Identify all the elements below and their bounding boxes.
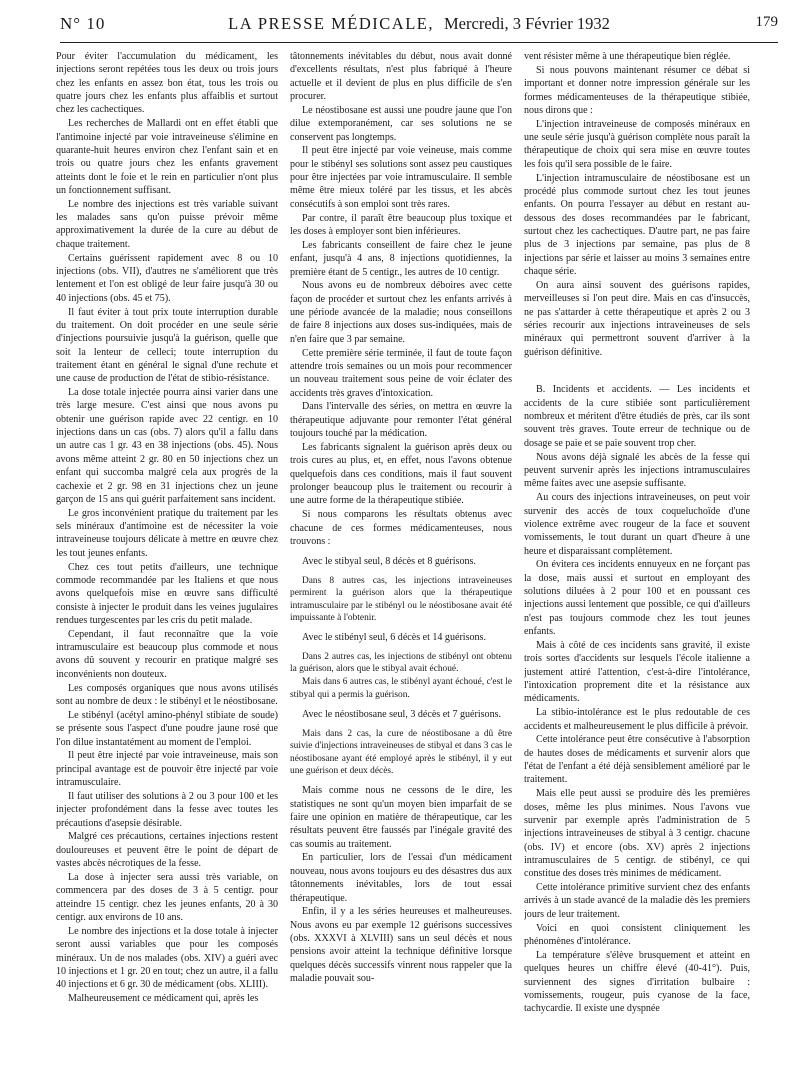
paragraph: Dans 8 autres cas, les injections intraveineuses permirent la guérison alors que la thérapeutique intramusculaire par le stibényl ou le néostibosane avait été impuissante à l'obtenir.: [290, 575, 512, 624]
paragraph: La température s'élève brusquement et atteint en quelques heures un chiffre élevé (40-41°). Puis, surviennent des signes d'irritation bulbaire : vomissements, rougeur, puis cyanose de la face, tachycardie. Il existe une dyspnée: [524, 949, 750, 1015]
paragraph: Cette intolérance peut être consécutive à l'absorption de hautes doses de médicaments et survenir alors que l'état de l'enfant a été déjà sensiblement amélioré par le traitement.: [524, 734, 750, 786]
paragraph: Il faut utiliser des solutions à 2 ou 3 pour 100 et les injecter profondément dans la fesse avec toutes les précautions d'asepsie désirable.: [56, 790, 278, 829]
paragraph: Le nombre des injections est très variable suivant les malades sans qu'on puisse prévoir même approximativement la durée de la cure au début de chaque traitement.: [56, 198, 278, 250]
paragraph: Chez ces tout petits d'ailleurs, une technique commode recommandée par les Italiens et que nous avons quelquefois mise en œuvre sans difficulté consiste à injecter le produit dans les veines jugulaires rendues turgescentes par les cris du petit malade.: [56, 561, 278, 626]
paragraph: Les fabricants conseillent de faire chez le jeune enfant, jusqu'à 4 ans, 8 injections quotidiennes, la première étant de 5 centigr., les autres de 10 centigr.: [290, 239, 512, 278]
paragraph: Enfin, il y a les séries heureuses et malheureuses. Nous avons eu par exemple 12 guérisons successives (obs. XXXVI à XLVIII) sans un seul décès et nous pensions avoir atteint la technique définitive lorsque quelques décès successifs vinrent nous rappeler que la maladie pouvait sou-: [290, 906, 512, 985]
paragraph: Mais dans 6 autres cas, le stibényl ayant échoué, c'est le stibyal qui a permis la guérison.: [290, 677, 512, 700]
paragraph: Les fabricants signalent la guérison après deux ou trois cures au plus, et, en effet, nous l'avons obtenue quelquefois dans ces conditions, mais il faut souvent prolonger beaucoup plus le traitement ou recourir à une autre forme de la thérapeutique stibiée.: [290, 441, 512, 507]
paragraph: Par contre, il paraît être beaucoup plus toxique et les doses à employer sont bien inférieures.: [290, 212, 512, 237]
paragraph: Le nombre des injections et la dose totale à injecter seront aussi variables que pour les composés minéraux. Un de nos malades (obs. XIV) a guéri avec 10 injections et 1 gr. 20 en tout; chez un autre, il a fallu 40 injections et 6 gr. 30 de médicament (obs. XLIII).: [56, 925, 278, 991]
text-column-3: [524, 50, 750, 1068]
paragraph: Cette première série terminée, il faut de toute façon attendre trois semaines ou un mois pour recommencer un nouveau traitement sous peine de voir éclater des accidents très graves d'intoxication.: [290, 347, 512, 399]
journal-title: LA PRESSE MÉDICALE,: [228, 14, 435, 33]
result-line: Avec le stibyal seul, 8 décès et 8 guérisons.: [302, 555, 476, 567]
paragraph: Cette intolérance primitive survient chez des enfants arrivés à un stade avancé de la maladie dès les premiers jours de leur traitement.: [524, 882, 750, 920]
paragraph: Il peut être injecté par voie intraveineuse, mais son principal avantage est de pouvoir être injecté par voie intramusculaire.: [56, 750, 278, 789]
result-line: Avec le néostibosane seul, 3 décès et 7 guérisons.: [302, 708, 502, 720]
result-line: Avec le stibényl seul, 6 décès et 14 guérisons.: [302, 632, 486, 644]
paragraph: En particulier, lors de l'essai d'un médicament nouveau, nous avons toujours eu des désastres dus aux tâtonnements inévitables, lors de tout essai thérapeutique.: [290, 852, 512, 904]
journal-masthead: [60, 14, 778, 34]
paragraph: Au cours des injections intraveineuses, on peut voir survenir des accès de toux coqueluchoïde d'une violence extrême avec rougeur de la face et souvent vomissements, le tout durant un quart d'heure à une heure et disparaissant complètement.: [524, 492, 750, 557]
paragraph: La dose à injecter sera aussi très variable, on commencera par des doses de 3 à 5 centigr. pour atteindre 15 centigr. chez les jeunes enfants, 20 à 30 centigr. aux environs de 10 ans.: [56, 871, 278, 923]
header-rule: [60, 42, 778, 43]
paragraph: Dans l'intervalle des séries, on mettra en œuvre la thérapeutique adjuvante pour remonter l'état général toujours touché par la médication.: [290, 401, 512, 440]
paragraph: Si nous comparons les résultats obtenus avec chacune de ces formes médicamenteuses, nous trouvons :: [290, 509, 512, 547]
paragraph: Le gros inconvénient pratique du traitement par les sels minéraux d'antimoine est de nécessiter la voie intraveineuse toujours délicate à mettre en œuvre chez les tout jeunes enfants.: [56, 507, 278, 559]
paragraph: Le stibényl (acétyl amino-phényl stibiate de soude) se présente sous l'aspect d'une poudre jaune rosé que l'on dilue instantatément au moment de l'emploi.: [56, 709, 278, 748]
paragraph: Dans 2 autres cas, les injections de stibényl ont obtenu la guérison, alors que le stibyal avait échoué.: [290, 651, 512, 675]
paragraph: Mais elle peut aussi se produire dès les premières doses, même les plus minimes. Nous l'avons vue survenir par exemple après l'administration de 5 injections intraveineuses de stibyal à 3 centigr. chacune (obs. IV) et encore (obs. XV) après 2 injections intramusculaires de 5 centigr. de stibényl, ce qui constitue des doses très minimes de médicament.: [524, 788, 750, 880]
paragraph: On évitera ces incidents ennuyeux en ne forçant pas la dose, mais aussi et surtout en employant des solutions diluées à 2 pour 100 et en poussant ces injections aussi lentement que possible, ce qui d'ailleurs n'est pas toujours commode chez les tout jeunes enfants.: [524, 559, 750, 638]
paragraph: Il faut éviter à tout prix toute interruption durable du traitement. On doit procéder en une seule série d'injections poursuivie jusqu'à la guérison, quelle que soit la lenteur de celleci; toute interruption du traitement étant en général le signal d'une rechute et une cause de production de l'état de stibio-résistance.: [56, 306, 278, 385]
page-number: 179: [755, 14, 778, 30]
paragraph: Il peut être injecté par voie veineuse, mais comme pour le stibényl ses solutions sont assez peu caustiques pour être injectées par voie intramusculaire. Il semble même être mieux toléré par les tissus, et les abcès consécutifs à son emploi sont très rares.: [290, 145, 512, 210]
paragraph: On aura ainsi souvent des guérisons rapides, merveilleuses si l'on peut dire. Mais en cas d'insuccès, ne pas s'attarder à cette thérapeutique et après 2 ou 3 séries recourir aux injections intraveineuses de sels minéraux qui permettront souvent d'arriver à la guérison définitive.: [524, 279, 750, 358]
paragraph: Les composés organiques que nous avons utilisés sont au nombre de deux : le stibényl et le néostibosane.: [56, 682, 278, 707]
paragraph: La stibio-intolérance est le plus redoutable de ces accidents et malheureusement le plus difficile à prévoir.: [524, 707, 750, 732]
section-paragraph: B. Incidents et accidents. — Les incidents et accidents de la cure stibiée sont particulièrement nombreux et méritent d'être étudiés de près, car ils sont souvent très graves. Toute erreur de technique ou de dosage se paie et se paie souvent trop cher.: [524, 384, 750, 449]
issue-date: Mercredi, 3 Février 1932: [444, 14, 610, 33]
paragraph: L'injection intraveineuse de composés minéraux en une seule série jusqu'à guérison complète nous paraît la thérapeutique de choix qui sera mise en œuvre toutes les fois qu'il sera possible de le faire.: [524, 118, 750, 170]
paragraph: Le néostibosane est aussi une poudre jaune que l'on dilue extemporanément, car ses solutions ne se conservent pas longtemps.: [290, 104, 512, 143]
paragraph: Nous avons eu de nombreux déboires avec cette façon de procéder et surtout chez les enfants arrivés à une période avancée de la maladie; nous conseillons de faire 8 injections aux doses sus-indiquées, mais de n'en faire que 3 par semaine.: [290, 280, 512, 345]
page-header: [60, 14, 778, 40]
paragraph: L'injection intramusculaire de néostibosane est un procédé plus commode surtout chez les tout jeunes enfants. On pourra l'essayer au début en restant au-dessous des doses recommandées par le fabricant, surtout chez les cachectiques. D'autre part, ne pas faire plus de 3 injections par semaine, pas plus de 8 injections par série et laisser au moins 3 semaines entre chaque série.: [524, 172, 750, 277]
paragraph: Les recherches de Mallardi ont en effet établi que l'antimoine injecté par voie intraveineuse s'élimine en quarante-huit heures environ chez l'enfant sain et en trois ou quatre jours chez les enfants gravement atteints dont le foie et le rein en particulier n'ont plus un fonctionnement suffisant.: [56, 118, 278, 196]
paragraph: Mais à côté de ces incidents sans gravité, il existe trois sortes d'accidents sur lesquels l'école italienne a justement attiré l'attention, c'est-à-dire l'intolérance, l'intoxication proprement dite et la résistance aux médicaments.: [524, 639, 750, 705]
paragraph: Mais dans 2 cas, la cure de néostibosane a dû être suivie d'injections intraveineuses de stibyal et dans 3 cas le néostibosane ayant été employé après le stibényl, il y eut une guérison et deux décès.: [290, 728, 512, 777]
issue-number: N° 10: [60, 14, 106, 33]
text-column-1: [56, 50, 278, 1068]
paragraph: Voici en quoi consistent cliniquement les phénomènes d'intolérance.: [524, 922, 750, 947]
paragraph: Mais comme nous ne cessons de le dire, les statistiques ne sont qu'un moyen bien imparfait de se faire une opinion en matière de thérapeutique, car les résultats peuvent être faussés par l'inégale gravité des cas soumis au traitement.: [290, 785, 512, 850]
text-column-2: [290, 50, 512, 1068]
paragraph: vent résister même à une thérapeutique bien réglée.: [524, 51, 731, 62]
paragraph: Pour éviter l'accumulation du médicament, les injections seront repétées tous les deux ou trois jours chez les enfants en assez bon état, tous les trois ou quatre jours chez les enfants plus affaiblis et surtout chez les cachectiques.: [56, 51, 278, 116]
paragraph: Malheureusement ce médicament qui, après les: [68, 993, 259, 1005]
paragraph: Nous avons déjà signalé les abcès de la fesse qui peuvent survenir après les injections intramusculaires même faites avec une asepsie suffisante.: [524, 451, 750, 490]
paragraph: La dose totale injectée pourra ainsi varier dans une très large mesure. C'est ainsi que nous avons pu obtenir une guérison rapide avec 22 centigr. en 10 injections dans un cas (obs. 7) alors qu'il a fallu dans un autre cas 1 gr. 43 en 38 injections (obs. 45). Nous avons même atteint 2 gr. 80 en 50 injections chez un enfant qui succomba malgré cela aux progrès de la cachexie et 2 gr. 98 en 31 injections chez un jeune garçon de 15 ans qui guérit parfaitement sans incident.: [56, 387, 278, 505]
paragraph: Malgré ces précautions, certaines injections restent douloureuses et peuvent être le point de départ de vastes abcès nécrotiques de la fesse.: [56, 831, 278, 870]
paragraph: Certains guérissent rapidement avec 8 ou 10 injections (obs. VII), d'autres ne s'améliorent que très lentement et l'on est obligé de leur faire jusqu'à 30 ou 40 injections (obs. 45 et 75).: [56, 252, 278, 304]
paragraph: tâtonnements inévitables du début, nous avait donné d'excellents résultats, n'est plus fabriqué à l'heure actuelle et il devient de plus en plus difficile de s'en procurer.: [290, 51, 512, 103]
paragraph: Si nous pouvons maintenant résumer ce débat si important et donner notre impression générale sur les formes médicamenteuses de la thérapeutique stibiée, nous dirons que :: [524, 64, 750, 116]
paragraph: Cependant, il faut reconnaître que la voie intramusculaire est beaucoup plus commode et nous avons dû souvent y recourir en pratique malgré ses inconvénients non douteux.: [56, 628, 278, 680]
